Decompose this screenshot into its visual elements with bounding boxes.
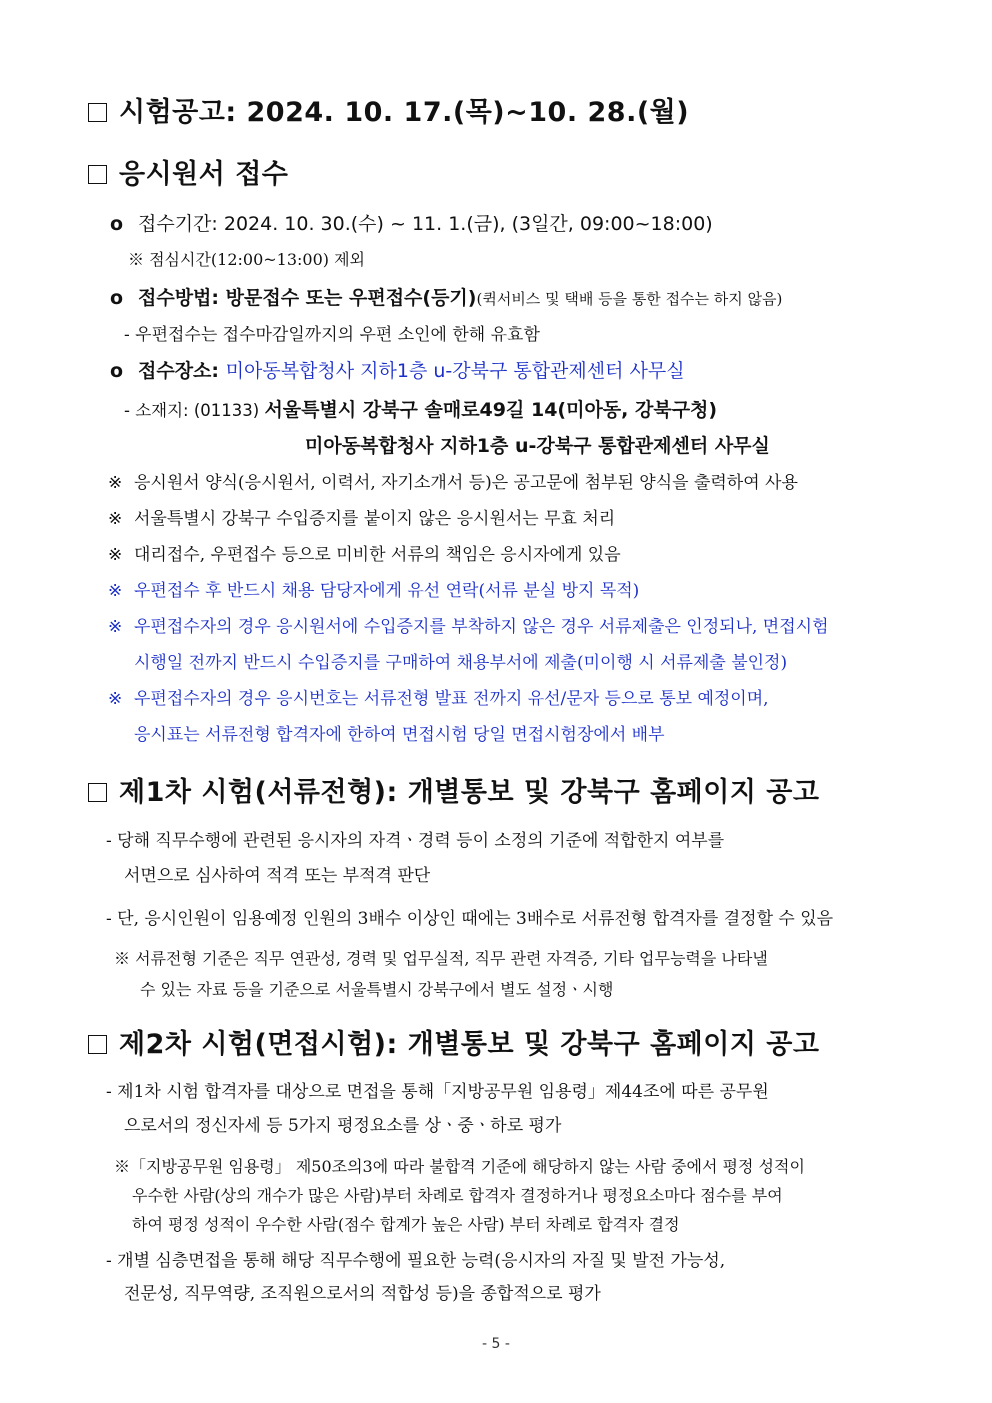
bullet-o-icon: o xyxy=(110,360,124,382)
checkbox-square-icon xyxy=(88,1035,107,1054)
lunch-note: ※ 점심시간(12:00~13:00) 제외 xyxy=(128,250,366,269)
place-value: 미아동복합청사 지하1층 u-강북구 통합관제센터 사무실 xyxy=(225,360,685,382)
note-text: 우편접수 후 반드시 채용 담당자에게 유선 연락(서류 분실 방지 목적) xyxy=(134,581,640,601)
blue-note-1 xyxy=(108,576,639,601)
second-exam-para-2-cont: 전문성, 직무역량, 조직원으로서의 적합성 등)을 종합적으로 평가 xyxy=(124,1284,601,1304)
note-text: 우편접수자의 경우 응시번호는 서류전형 발표 전까지 유선/문자 등으로 통보 예정이며, xyxy=(134,689,769,709)
reference-mark-icon: ※ xyxy=(108,509,123,529)
second-exam-para-1-cont: 으로서의 정신자세 등 5가지 평정요소를 상ㆍ중ㆍ하로 평가 xyxy=(124,1116,562,1136)
application-period xyxy=(110,209,713,236)
application-place xyxy=(110,356,685,383)
page-number: - 5 - xyxy=(482,1336,510,1352)
checkbox-square-icon xyxy=(88,783,107,802)
bullet-o-icon: o xyxy=(110,213,124,235)
first-exam-para-1-cont: 서면으로 심사하여 적격 또는 부적격 판단 xyxy=(124,866,431,886)
heading-exam-announcement xyxy=(88,90,689,129)
first-exam-para-2: - 단, 응시인원이 임용예정 인원의 3배수 이상인 때에는 3배수로 서류전형 합격자를 결정할 수 있음 xyxy=(106,909,834,929)
first-exam-para-1: - 당해 직무수행에 관련된 응시자의 자격ㆍ경력 등이 소정의 기준에 적합한지 여부를 xyxy=(106,831,725,851)
method-note: (퀵서비스 및 택배 등을 통한 접수는 하지 않음) xyxy=(476,290,783,308)
note-1 xyxy=(108,468,798,493)
note-2 xyxy=(108,504,615,529)
second-exam-note: ※「지방공무원 임용령」 제50조의3에 따라 불합격 기준에 해당하지 않는 사람 중에서 평정 성적이 xyxy=(114,1157,805,1176)
blue-note-3 xyxy=(108,684,769,709)
reference-mark-icon: ※ xyxy=(108,545,123,565)
checkbox-square-icon xyxy=(88,165,107,184)
address-value: 서울특별시 강북구 솔매로49길 14(미아동, 강북구청) xyxy=(264,399,718,421)
reference-mark-icon: ※ xyxy=(108,581,123,601)
first-exam-note-cont: 수 있는 자료 등을 기준으로 서울특별시 강북구에서 별도 설정ㆍ시행 xyxy=(140,980,614,999)
blue-note-3-cont: 응시표는 서류전형 합격자에 한하여 면접시험 당일 면접시험장에서 배부 xyxy=(134,725,665,745)
heading-application xyxy=(88,152,288,191)
heading-text: 제1차 시험(서류전형): 개별통보 및 강북구 홈페이지 공고 xyxy=(119,777,820,808)
blue-note-2-cont: 시행일 전까지 반드시 수입증지를 구매하여 채용부서에 제출(미이행 시 서류제출 불인정) xyxy=(134,653,788,673)
note-3 xyxy=(108,540,621,565)
second-exam-note-cont-1: 우수한 사람(상의 개수가 많은 사람)부터 차례로 합격자 결정하거나 평정요소마다 점수를 부여 xyxy=(132,1186,783,1205)
bullet-o-icon: o xyxy=(110,287,124,309)
note-text: 우편접수자의 경우 응시원서에 수입증지를 부착하지 않은 경우 서류제출은 인정되나, 면접시험 xyxy=(134,617,829,637)
place-label: 접수장소: xyxy=(138,360,226,382)
note-text: 대리접수, 우편접수 등으로 미비한 서류의 책임은 응시자에게 있음 xyxy=(134,545,621,565)
application-method xyxy=(110,283,782,310)
note-text: 서울특별시 강북구 수입증지를 붙이지 않은 응시원서는 무효 처리 xyxy=(134,509,616,529)
reference-mark-icon: ※ xyxy=(108,689,123,709)
method-label: 접수방법: 방문접수 또는 우편접수(등기) xyxy=(138,287,477,309)
address-line xyxy=(124,395,717,422)
first-exam-note: ※ 서류전형 기준은 직무 연관성, 경력 및 업무실적, 직무 관련 자격증, 기타 업무능력을 나타낼 xyxy=(114,949,768,968)
second-exam-para-1: - 제1차 시험 합격자를 대상으로 면접을 통해「지방공무원 임용령」제44조에 따른 공무원 xyxy=(106,1082,769,1102)
checkbox-square-icon xyxy=(88,103,107,122)
heading-first-exam xyxy=(88,770,819,809)
second-exam-note-cont-2: 하여 평정 성적이 우수한 사람(점수 합계가 높은 사람) 부터 차례로 합격자 결정 xyxy=(132,1215,680,1234)
reference-mark-icon: ※ xyxy=(108,473,123,493)
note-text: 응시원서 양식(응시원서, 이력서, 자기소개서 등)은 공고문에 첨부된 양식을 출력하여 사용 xyxy=(134,473,798,493)
address-label: - 소재지: (01133) xyxy=(124,401,265,420)
address-line-2: 미아동복합청사 지하1층 u-강북구 통합관제센터 사무실 xyxy=(305,435,770,457)
reference-mark-icon: ※ xyxy=(108,617,123,637)
second-exam-para-2: - 개별 심층면접을 통해 해당 직무수행에 필요한 능력(응시자의 자질 및 발전 가능성, xyxy=(106,1251,726,1271)
heading-text: 응시원서 접수 xyxy=(119,159,289,190)
period-text: 접수기간: 2024. 10. 30.(수) ~ 11. 1.(금), (3일간, 09:00~18:00) xyxy=(138,213,713,235)
heading-text: 시험공고: 2024. 10. 17.(목)~10. 28.(월) xyxy=(119,97,690,128)
heading-second-exam xyxy=(88,1022,819,1061)
heading-text: 제2차 시험(면접시험): 개별통보 및 강북구 홈페이지 공고 xyxy=(119,1029,820,1060)
postal-note: - 우편접수는 접수마감일까지의 우편 소인에 한해 유효함 xyxy=(124,325,540,345)
blue-note-2 xyxy=(108,612,829,637)
